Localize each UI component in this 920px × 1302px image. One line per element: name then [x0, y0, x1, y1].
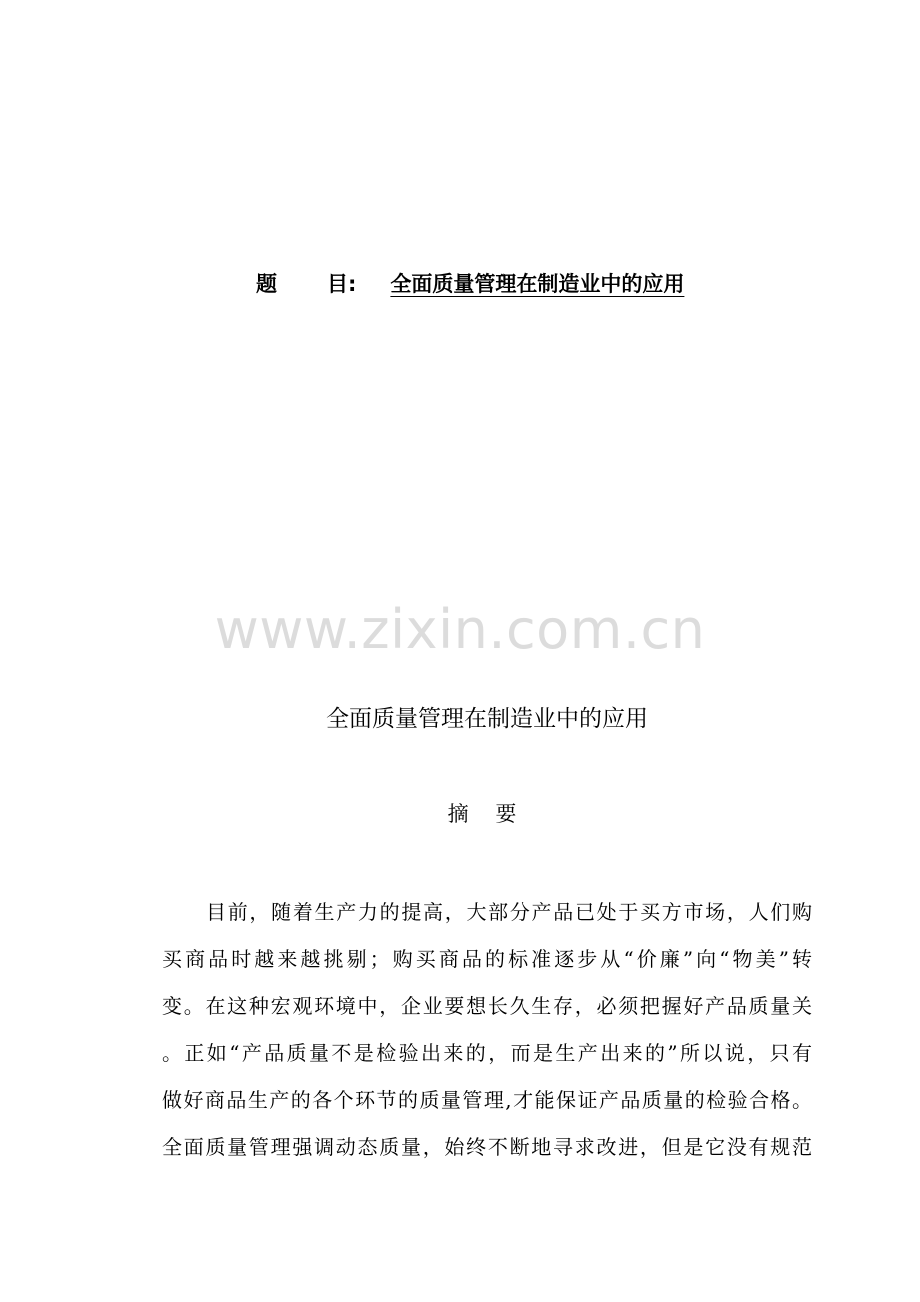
- abstract-heading: 摘 要: [447, 802, 527, 826]
- abstract-line: 。正如“产品质量不是检验出来的，而是生产出来的”所以说，只有: [162, 1041, 812, 1065]
- abstract-line: 目前，随着生产力的提高，大部分产品已处于买方市场，人们购: [206, 900, 812, 924]
- title-value: 全面质量管理在制造业中的应用: [390, 272, 685, 296]
- abstract-body: [162, 889, 812, 1171]
- abstract-line: 全面质量管理强调动态质量，始终不断地寻求改进，但是它没有规范: [162, 1135, 812, 1159]
- title-label: [256, 268, 356, 300]
- title-label-char-2: 目:: [327, 272, 357, 296]
- abstract-line: 做好商品生产的各个环节的质量管理,才能保证产品质量的检验合格。: [162, 1088, 812, 1112]
- watermark-text: www.zixin.com.cn: [214, 598, 706, 661]
- abstract-line: 变。在这种宏观环境中，企业要想长久生存，必须把握好产品质量关: [162, 994, 812, 1018]
- document-title: 全面质量管理在制造业中的应用: [326, 706, 648, 732]
- abstract-line: 买商品时越来越挑剔；购买商品的标准逐步从“价廉”向“物美”转: [162, 947, 812, 971]
- cover-title-line: [256, 268, 706, 300]
- title-label-char-1: 题: [256, 272, 277, 296]
